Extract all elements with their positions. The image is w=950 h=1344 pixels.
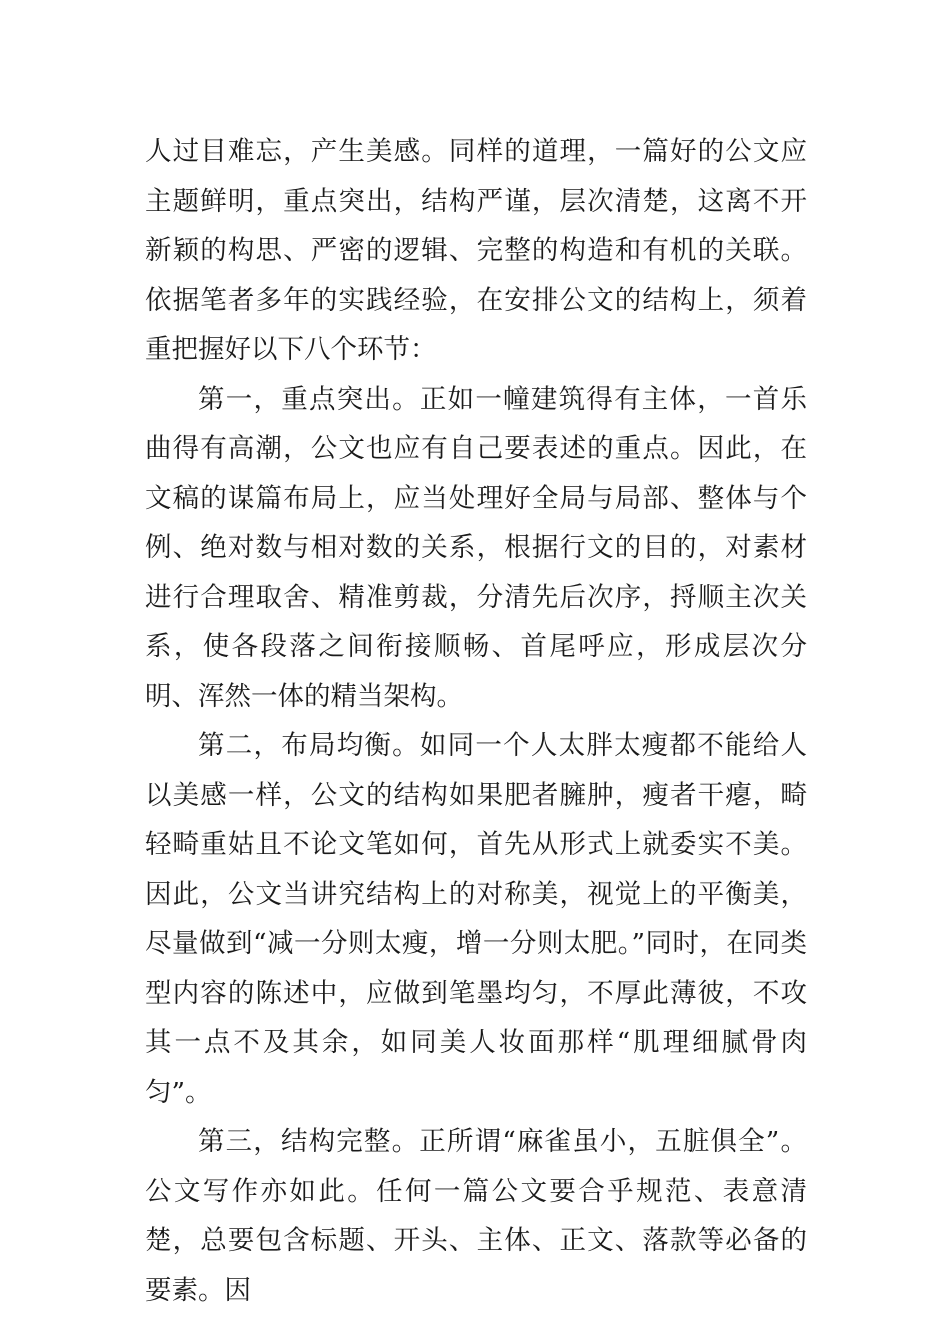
paragraph-first-point: 第一，重点突出。正如一幢建筑得有主体，一首乐曲得有高潮，公文也应有自己要表述的重点。因此，在文稿的谋篇布局上，应当处理好全局与局部、整体与个例、绝对数与相对数的关系，根据行文的目的，对素材进行合理取舍、精准剪裁，分清先后次序，捋顺主次关系，使各段落之间衔接顺畅、首尾呼应，形成层次分明、浑然一体的精当架构。 (145, 383, 807, 712)
paragraph-continuation: 人过目难忘，产生美感。同样的道理，一篇好的公文应主题鲜明，重点突出，结构严谨，层次清楚，这离不开新颖的构思、严密的逻辑、完整的构造和有机的关联。依据笔者多年的实践经验，在安排公文的结构上，须着重把握好以下八个环节： (145, 136, 807, 365)
paragraph-second-point: 第二，布局均衡。如同一个人太胖太瘦都不能给人以美感一样，公文的结构如果肥者臃肿，瘦者干瘪，畸轻畸重姑且不论文笔如何，首先从形式上就委实不美。因此，公文当讲究结构上的对称美，视觉上的平衡美，尽量做到“减一分则太瘦，增一分则太肥。”同时，在同类型内容的陈述中，应做到笔墨均匀，不厚此薄彼，不攻其一点不及其余，如同美人妆面那样“肌理细腻骨肉匀”。 (145, 730, 807, 1108)
paragraph-third-point: 第三，结构完整。正所谓“麻雀虽小，五脏俱全”。公文写作亦如此。任何一篇公文要合乎规范、表意清楚，总要包含标题、开头、主体、正文、落款等必备的要素。因 (145, 1126, 807, 1306)
document-body (145, 127, 807, 1315)
